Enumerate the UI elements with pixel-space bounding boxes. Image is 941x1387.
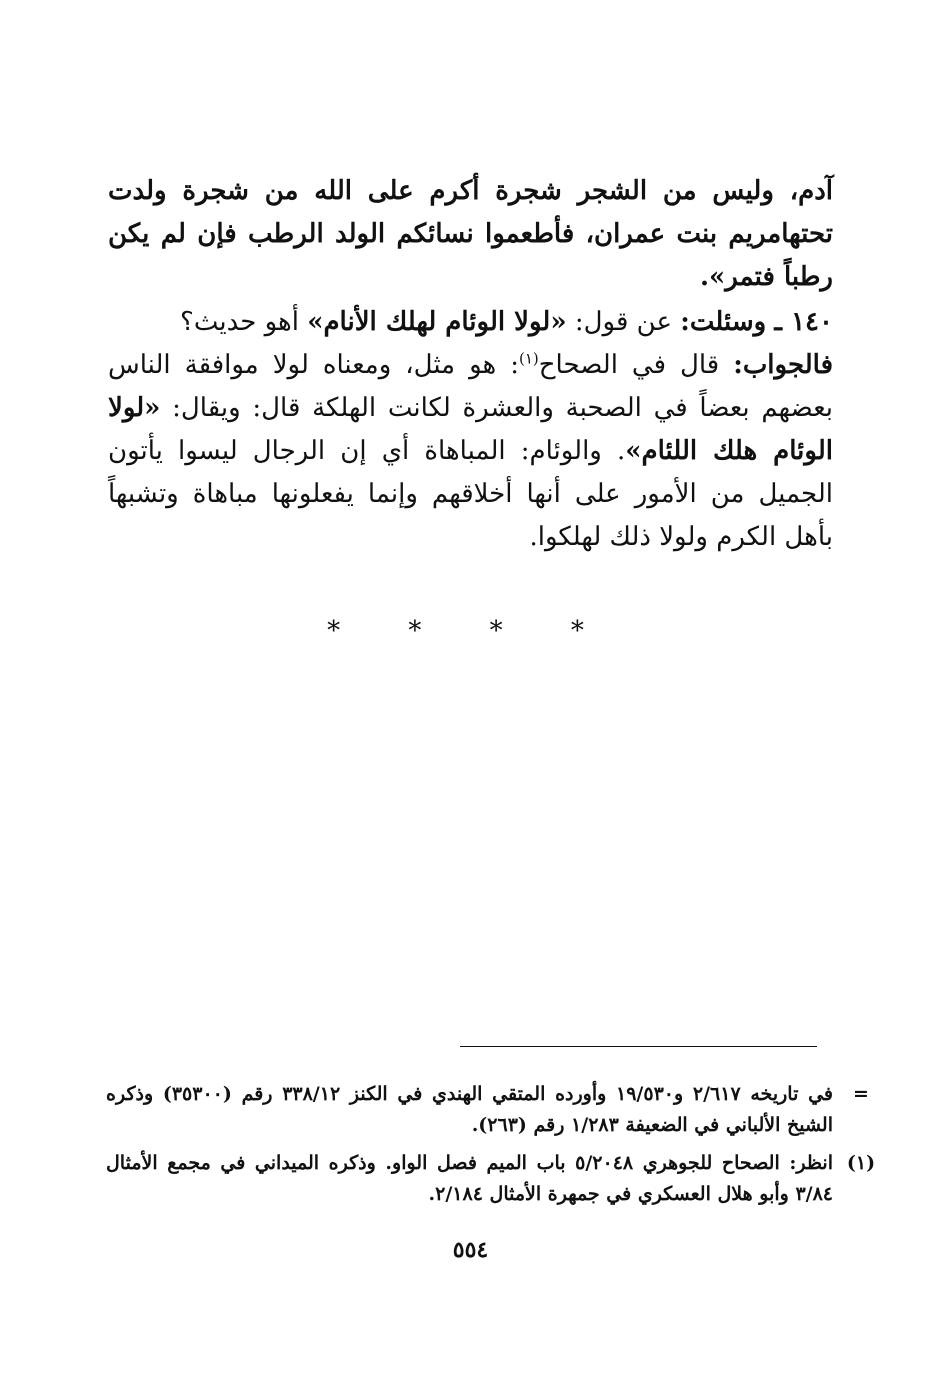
section-separator: * * * * [327,616,614,646]
answer-label: فالجواب: [733,350,834,380]
question-quote: «لولا الوئام لهلك الأنام» [307,307,567,337]
question-number: ١٤٠ ـ [774,307,833,337]
page-number: ٥٥٤ [452,1237,489,1263]
footnote-ref-1[interactable]: (١) [518,349,539,368]
intro-paragraph: آدم، وليس من الشجر شجرة أكرم على الله من شجرة ولدت تحتهامريم بنت عمران، فأطعموا نسائكم الولد الرطب فإن لم يكن رطباً فتمر». [108,176,833,292]
answer-text-3: . والوئام: المباهاة أي إن الرجال ليسوا يأتون الجميل من الأمور على أنها أخلاقهم وإنما يفعلونها مباهاة وتشبهاً بأهل الكرم ولولا ذلك لهلكوا. [108,436,833,552]
footnote-marker: (١) [846,1152,876,1174]
question-text-before: عن قول: [574,307,672,337]
question-text-after: أهو حديث؟ [180,307,299,337]
footnote-marker: = [853,1083,869,1105]
question-paragraph [108,301,833,344]
footnote-1 [106,1148,876,1210]
footnote-text: انظر: الصحاح للجوهري ٥/٢٠٤٨ باب الميم فصل الواو. وذكره الميداني في مجمع الأمثال ٣/٨٤ وأبو هلال العسكري في جمهرة الأمثال ٢/١٨٤. [106,1152,834,1205]
answer-paragraph [108,344,833,559]
question-label: وسئلت: [680,307,767,337]
answer-text-2: : هو مثل، ومعناه لولا موافقة الناس بعضهم بعضاً في الصحبة والعشرة لكانت الهلكة قال: ويقال: [108,350,833,423]
footnote-continuation [106,1079,869,1141]
answer-text-1: قال في الصحاح [538,350,720,380]
footnote-divider [460,1046,817,1047]
answer-quote: «لولا الوئام هلك اللئام» [108,393,833,466]
footnote-text: في تاريخه ٢/٦١٧ و١٩/٥٣٠ وأورده المتقي الهندي في الكنز ٣٣٨/١٢ رقم (٣٥٣٠٠) وذكره الشيخ الألباني في الضعيفة ١/٢٨٣ رقم (٢٦٣). [106,1083,833,1136]
